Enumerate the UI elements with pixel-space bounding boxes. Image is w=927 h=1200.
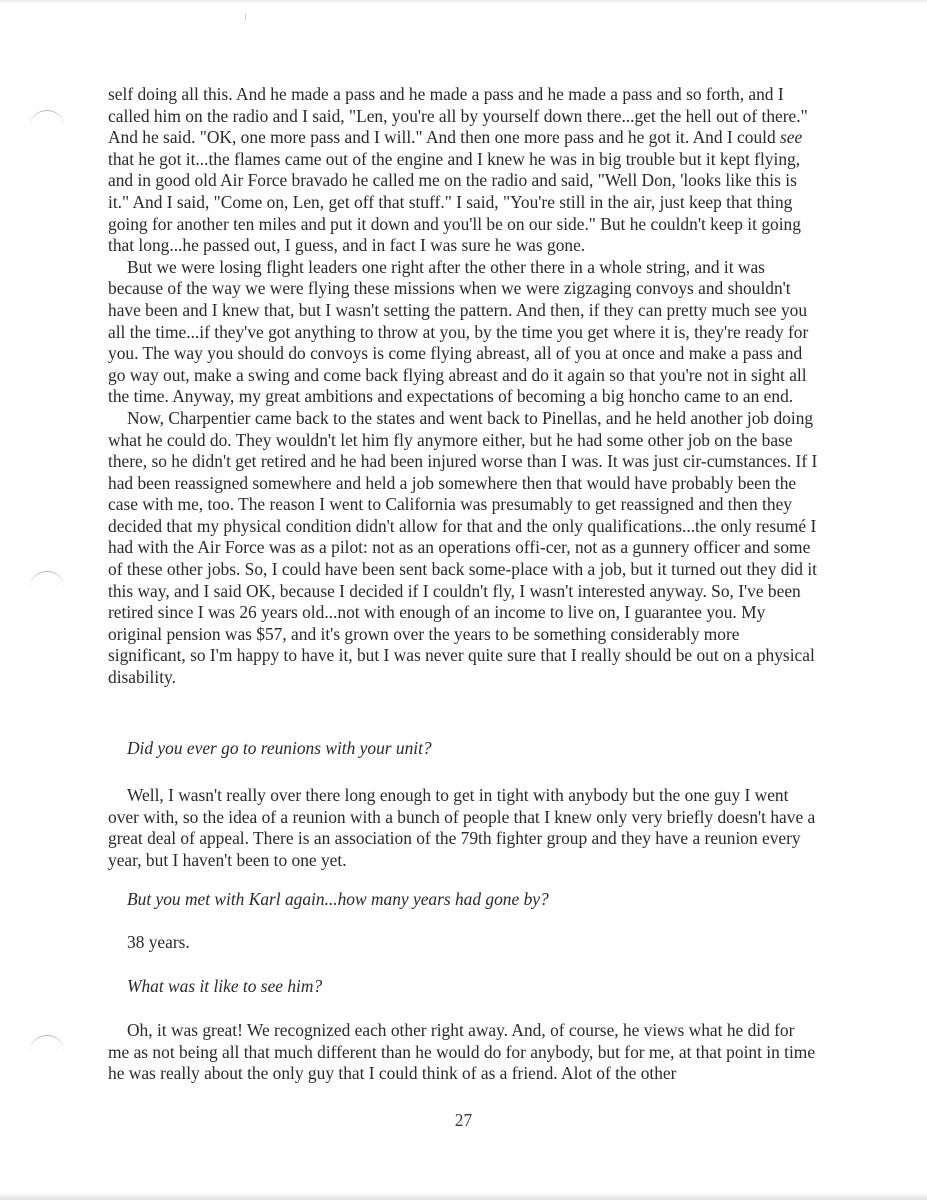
answer-reunions: Well, I wasn't really over there long enough to get in tight with anybody but the one guy I went over with, so the idea of a reunion with a bunch of people that I knew only very briefly doesn't have a great deal of appeal. There is an association of the 79th fighter group and they have a reunion every year, but I haven't been to one yet.	[108, 785, 816, 870]
paragraph-charpentier: Now, Charpentier came back to the states and went back to Pinellas, and he held another job doing what he could do. They wouldn't let him fly anymore either, but he had some other job on the base there, so he didn't get retired and he had been injured worse than I was. It was just cir-cumstances. If I had been reassigned somewhere and held a job somewhere then that would have probably been the case with me, too. The reason I went to California was presumably to get reassigned and then they decided that my physical condition didn't allow for that and the only qualifications...the only resumé I had with the Air Force was as a pilot: not as an operations offi-cer, not as a gunnery officer and some of these other jobs. So, I could have been sent back some-place with a job, but it turned out they did it this way, and I said OK, because I decided if I couldn't fly, I wasn't interested anyway. So, I've been retired since I was 26 years old...not with enough of an income to live on, I guarantee you. My original pension was $57, and it's grown over the years to be something considerably more significant, so I'm happy to have it, but I was never quite sure that I really should be out on a physical disability.	[108, 407, 818, 688]
question-block	[108, 738, 820, 760]
paragraph-continuation: self doing all this. And he made a pass and he made a pass and he made a pass and so forth, and I called him on the radio and I said, "Len, you're all by yourself down there...get the hell out of there." And he said. "OK, one more pass and I will." And then one more pass and he got it. And I could see that he got it...the flames came out of the engine and I knew he was in big trouble but it kept flying, and in good old Air Force bravado he called me on the radio and said, "Well Don, 'looks like this is it." And I said, "Come on, Len, get off that stuff." I said, "You're still in the air, just keep that thing going for another ten miles and put it down and you'll be on our side." But he couldn't keep it going that long...he passed out, I guess, and in fact I was sure he was gone.	[108, 84, 808, 256]
answer-block	[108, 932, 820, 954]
scan-edge-top	[0, 0, 927, 3]
main-text	[108, 84, 820, 689]
hole-punch-mark	[30, 571, 64, 590]
question-see-him: What was it like to see him?	[127, 976, 323, 996]
answer-karl-years: 38 years.	[127, 932, 190, 952]
question-block	[108, 889, 820, 911]
question-reunions: Did you ever go to reunions with your unit?	[127, 738, 432, 758]
hole-punch-mark	[30, 110, 64, 129]
scan-tick-mark	[245, 14, 246, 20]
answer-block	[108, 1020, 820, 1085]
hole-punch-mark	[30, 1035, 64, 1054]
answer-see-him: Oh, it was great! We recognized each other right away. And, of course, he views what he did for me as not being all that much different than he would do for anybody, but for me, at that point in time he was really about the only guy that I could think of as a friend. Alot of the other	[108, 1020, 816, 1084]
question-karl-years: But you met with Karl again...how many years had gone by?	[127, 889, 549, 909]
page-number: 27	[454, 1110, 473, 1130]
scan-edge-bottom	[0, 1192, 927, 1200]
emphasis-word: see	[780, 127, 803, 148]
answer-block	[108, 785, 820, 871]
paragraph-flight-leaders: But we were losing flight leaders one right after the other there in a whole string, and it was because of the way we were flying these missions when we were zigzaging convoys and shouldn't have been and I knew that, but I wasn't setting the pattern. And then, if they can pretty much see you all the time...if they've got anything to throw at you, by the time you get where it is, they're ready for you. The way you should do convoys is come flying abreast, all of you at once and make a pass and go way out, make a swing and come back flying abreast and do it again so that you're not in sight all the time. Anyway, my great ambitions and expectations of becoming a big honcho came to an end.	[108, 256, 809, 407]
question-block	[108, 976, 820, 998]
